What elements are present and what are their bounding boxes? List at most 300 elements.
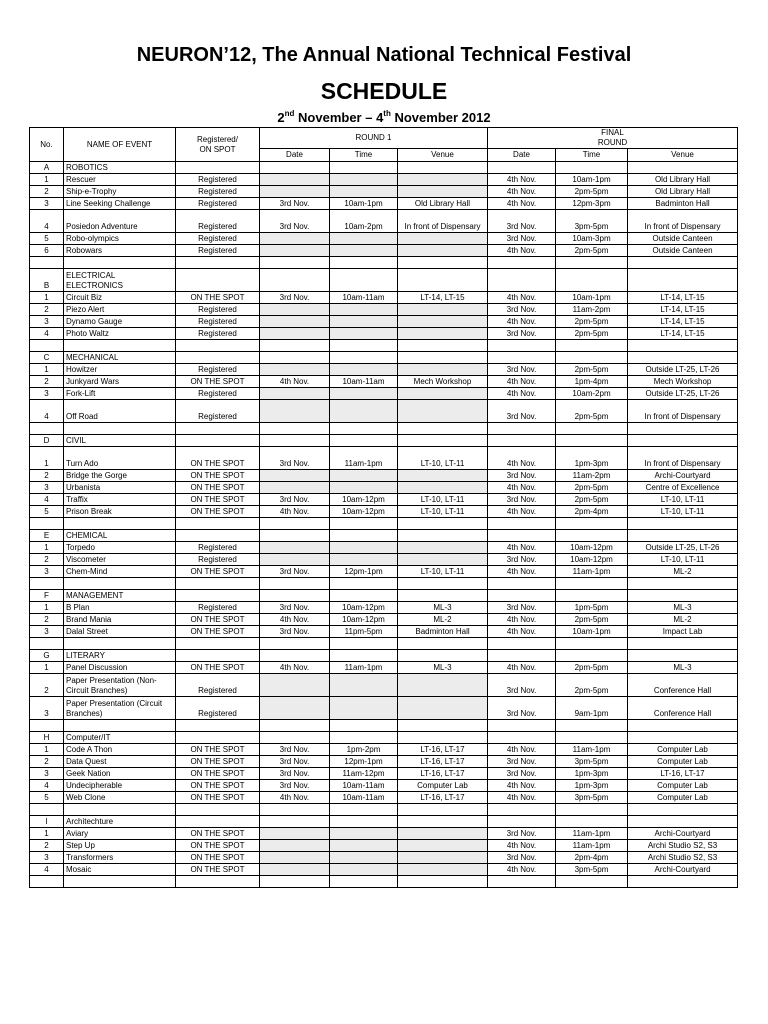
final-venue: Outside LT-25, LT-26: [628, 364, 738, 376]
empty-cell: [176, 530, 260, 542]
schedule-heading: SCHEDULE: [320, 78, 448, 104]
final-time: 10am-1pm: [556, 626, 628, 638]
event-number: 2: [30, 756, 64, 768]
empty-cell: [64, 804, 176, 816]
event-name: Data Quest: [64, 756, 176, 768]
final-date: 4th Nov.: [488, 245, 556, 257]
round1-time: [330, 674, 398, 697]
final-venue: Conference Hall: [628, 674, 738, 697]
round1-venue: [398, 470, 488, 482]
empty-cell: [330, 257, 398, 269]
event-name: Fork-Lift: [64, 388, 176, 400]
empty-cell: [556, 732, 628, 744]
document-title: NEURON’12, The Annual National Technical Festival: [136, 44, 632, 66]
event-name: Photo Waltz: [64, 328, 176, 340]
empty-cell: [176, 518, 260, 530]
event-name: Paper Presentation (Circuit Branches): [64, 697, 176, 720]
registration-type: ON THE SPOT: [176, 494, 260, 506]
empty-cell: [330, 650, 398, 662]
event-row: [30, 852, 738, 864]
col-event-header: NAME OF EVENT: [64, 128, 176, 162]
event-name: Junkyard Wars: [64, 376, 176, 388]
round1-time: 12pm-1pm: [330, 566, 398, 578]
final-time: 2pm-5pm: [556, 316, 628, 328]
empty-cell: [330, 162, 398, 174]
final-date: 4th Nov.: [488, 566, 556, 578]
round1-venue: LT-10, LT-11: [398, 566, 488, 578]
event-number: 1: [30, 174, 64, 186]
final-venue: ML-3: [628, 662, 738, 674]
final-venue: Old Library Hall: [628, 174, 738, 186]
event-number: 3: [30, 768, 64, 780]
empty-cell: [64, 876, 176, 888]
round1-time: 11am-1pm: [330, 662, 398, 674]
empty-cell: [488, 590, 556, 602]
final-date: 3rd Nov.: [488, 554, 556, 566]
empty-cell: [488, 876, 556, 888]
registration-type: Registered: [176, 388, 260, 400]
empty-cell: [398, 876, 488, 888]
round1-venue: [398, 388, 488, 400]
empty-cell: [488, 530, 556, 542]
event-name: Turn Ado: [64, 447, 176, 470]
round1-venue: [398, 304, 488, 316]
empty-cell: [64, 518, 176, 530]
round1-date: 3rd Nov.: [260, 744, 330, 756]
empty-cell: [330, 720, 398, 732]
empty-cell: [398, 352, 488, 364]
round1-venue: LT-16, LT-17: [398, 768, 488, 780]
round1-venue: LT-16, LT-17: [398, 756, 488, 768]
empty-cell: [330, 804, 398, 816]
event-number: 3: [30, 482, 64, 494]
final-venue: Computer Lab: [628, 744, 738, 756]
event-name: Piezo Alert: [64, 304, 176, 316]
event-number: 5: [30, 506, 64, 518]
round1-venue: [398, 328, 488, 340]
empty-cell: [398, 732, 488, 744]
category-row: [30, 435, 738, 447]
round1-venue: [398, 233, 488, 245]
final-venue: Archi-Courtyard: [628, 470, 738, 482]
registration-type: ON THE SPOT: [176, 864, 260, 876]
empty-cell: [330, 732, 398, 744]
round1-date: 3rd Nov.: [260, 447, 330, 470]
empty-cell: [176, 435, 260, 447]
empty-cell: [398, 530, 488, 542]
event-row: [30, 174, 738, 186]
final-time: 11am-1pm: [556, 744, 628, 756]
final-date: 4th Nov.: [488, 376, 556, 388]
final-time: 2pm-5pm: [556, 674, 628, 697]
round1-date: [260, 482, 330, 494]
round1-venue: [398, 674, 488, 697]
round1-time: 10am-12pm: [330, 494, 398, 506]
event-row: [30, 186, 738, 198]
final-time: 3pm-5pm: [556, 864, 628, 876]
registration-type: ON THE SPOT: [176, 756, 260, 768]
round1-venue: Badminton Hall: [398, 626, 488, 638]
event-name: Ship-e-Trophy: [64, 186, 176, 198]
round1-time: [330, 864, 398, 876]
empty-cell: [330, 638, 398, 650]
final-time: 1pm-5pm: [556, 602, 628, 614]
registration-type: Registered: [176, 210, 260, 233]
event-row: [30, 292, 738, 304]
category-letter: I: [30, 816, 64, 828]
registration-type: ON THE SPOT: [176, 566, 260, 578]
round1-venue: In front of Dispensary: [398, 210, 488, 233]
event-row: [30, 494, 738, 506]
final-time: 1pm-3pm: [556, 447, 628, 470]
round1-time: [330, 233, 398, 245]
empty-cell: [628, 518, 738, 530]
empty-cell: [260, 269, 330, 292]
final-date: 3rd Nov.: [488, 364, 556, 376]
empty-cell: [64, 423, 176, 435]
final-date: 3rd Nov.: [488, 304, 556, 316]
round1-date: [260, 400, 330, 423]
event-number: 2: [30, 840, 64, 852]
round1-date: 4th Nov.: [260, 614, 330, 626]
registration-type: Registered: [176, 554, 260, 566]
final-time: 2pm-5pm: [556, 328, 628, 340]
round1-date: [260, 233, 330, 245]
empty-cell: [260, 340, 330, 352]
final-venue: Computer Lab: [628, 792, 738, 804]
final-venue: LT-14, LT-15: [628, 304, 738, 316]
final-time: 3pm-5pm: [556, 210, 628, 233]
category-row: [30, 650, 738, 662]
empty-cell: [556, 518, 628, 530]
event-name: Dalal Street: [64, 626, 176, 638]
final-date: 4th Nov.: [488, 662, 556, 674]
event-name: Paper Presentation (Non-Circuit Branches): [64, 674, 176, 697]
final-venue: Archi Studio S2, S3: [628, 852, 738, 864]
round1-time: [330, 482, 398, 494]
round1-date: [260, 674, 330, 697]
event-row: [30, 376, 738, 388]
event-name: Brand Mania: [64, 614, 176, 626]
round1-time: [330, 316, 398, 328]
category-row: [30, 590, 738, 602]
event-number: 4: [30, 328, 64, 340]
empty-cell: [628, 804, 738, 816]
event-name: Step Up: [64, 840, 176, 852]
round1-date: [260, 364, 330, 376]
round1-time: 10am-2pm: [330, 210, 398, 233]
empty-cell: [330, 352, 398, 364]
event-name: Line Seeking Challenge: [64, 198, 176, 210]
empty-cell: [176, 423, 260, 435]
empty-cell: [176, 638, 260, 650]
empty-cell: [260, 650, 330, 662]
final-date: 4th Nov.: [488, 864, 556, 876]
final-time: 12pm-3pm: [556, 198, 628, 210]
event-name: Torpedo: [64, 542, 176, 554]
final-date: 4th Nov.: [488, 482, 556, 494]
category-letter: F: [30, 590, 64, 602]
empty-cell: [488, 435, 556, 447]
event-row: [30, 506, 738, 518]
category-name: CHEMICAL: [64, 530, 176, 542]
event-row: [30, 792, 738, 804]
empty-cell: [488, 257, 556, 269]
col-registration-header: Registered/ ON SPOT: [176, 128, 260, 162]
empty-cell: [628, 638, 738, 650]
empty-cell: [628, 257, 738, 269]
event-row: [30, 614, 738, 626]
final-date: 4th Nov.: [488, 186, 556, 198]
event-name: Code A Thon: [64, 744, 176, 756]
empty-cell: [628, 578, 738, 590]
registration-type: ON THE SPOT: [176, 376, 260, 388]
empty-cell: [260, 732, 330, 744]
round1-time: 12pm-1pm: [330, 756, 398, 768]
empty-cell: [628, 352, 738, 364]
event-row: [30, 662, 738, 674]
round1-venue: [398, 864, 488, 876]
round1-time: [330, 364, 398, 376]
event-number: 3: [30, 566, 64, 578]
final-venue-header: Venue: [628, 149, 738, 162]
round1-time: [330, 245, 398, 257]
registration-type: Registered: [176, 304, 260, 316]
round1-date: [260, 697, 330, 720]
round1-time: 11am-12pm: [330, 768, 398, 780]
registration-type: ON THE SPOT: [176, 292, 260, 304]
empty-cell: [260, 816, 330, 828]
event-row: [30, 554, 738, 566]
empty-cell: [398, 518, 488, 530]
event-name: Dynamo Gauge: [64, 316, 176, 328]
event-row: [30, 198, 738, 210]
round1-date: [260, 304, 330, 316]
empty-cell: [260, 530, 330, 542]
event-number: 3: [30, 198, 64, 210]
event-number: 3: [30, 626, 64, 638]
final-date: 3rd Nov.: [488, 828, 556, 840]
registration-type: Registered: [176, 316, 260, 328]
event-number: 4: [30, 210, 64, 233]
round1-date: 3rd Nov.: [260, 768, 330, 780]
final-time: 1pm-4pm: [556, 376, 628, 388]
final-time: 10am-1pm: [556, 174, 628, 186]
registration-type: Registered: [176, 400, 260, 423]
event-row: [30, 316, 738, 328]
event-name: Web Clone: [64, 792, 176, 804]
spacer-row: [30, 423, 738, 435]
empty-cell: [556, 578, 628, 590]
round1-date: [260, 542, 330, 554]
empty-cell: [30, 257, 64, 269]
round1-date: 4th Nov.: [260, 792, 330, 804]
event-row: [30, 626, 738, 638]
round1-date: [260, 828, 330, 840]
final-date: 4th Nov.: [488, 198, 556, 210]
event-name: Geek Nation: [64, 768, 176, 780]
registration-type: Registered: [176, 198, 260, 210]
registration-type: Registered: [176, 186, 260, 198]
category-name: Computer/IT: [64, 732, 176, 744]
spacer-row: [30, 257, 738, 269]
round1-time: 1pm-2pm: [330, 744, 398, 756]
empty-cell: [556, 435, 628, 447]
round1-date: 3rd Nov.: [260, 626, 330, 638]
final-venue: Archi-Courtyard: [628, 864, 738, 876]
round1-venue: [398, 364, 488, 376]
final-time: 11am-1pm: [556, 566, 628, 578]
registration-type: ON THE SPOT: [176, 662, 260, 674]
empty-cell: [176, 804, 260, 816]
final-time: 2pm-5pm: [556, 245, 628, 257]
event-row: [30, 674, 738, 697]
final-time: 11am-2pm: [556, 470, 628, 482]
final-time: 1pm-3pm: [556, 768, 628, 780]
empty-cell: [556, 162, 628, 174]
empty-cell: [176, 257, 260, 269]
final-time: 10am-3pm: [556, 233, 628, 245]
round1-venue: [398, 542, 488, 554]
event-name: Posiedon Adventure: [64, 210, 176, 233]
empty-cell: [330, 590, 398, 602]
final-venue: Outside LT-25, LT-26: [628, 388, 738, 400]
final-time: 2pm-4pm: [556, 506, 628, 518]
empty-cell: [64, 720, 176, 732]
event-row: [30, 245, 738, 257]
empty-cell: [398, 340, 488, 352]
empty-cell: [398, 257, 488, 269]
event-name: Circuit Biz: [64, 292, 176, 304]
category-row: [30, 816, 738, 828]
round1-venue: Old Library Hall: [398, 198, 488, 210]
empty-cell: [64, 340, 176, 352]
empty-cell: [398, 720, 488, 732]
round1-date: [260, 852, 330, 864]
category-letter: E: [30, 530, 64, 542]
schedule-table: [29, 127, 738, 888]
empty-cell: [488, 578, 556, 590]
empty-cell: [628, 876, 738, 888]
registration-type: ON THE SPOT: [176, 792, 260, 804]
empty-cell: [628, 816, 738, 828]
round1-time: [330, 542, 398, 554]
round1-venue: ML-3: [398, 662, 488, 674]
event-row: [30, 756, 738, 768]
empty-cell: [556, 269, 628, 292]
empty-cell: [398, 162, 488, 174]
final-venue: Outside Canteen: [628, 245, 738, 257]
event-row: [30, 840, 738, 852]
event-row: [30, 364, 738, 376]
registration-type: Registered: [176, 697, 260, 720]
round1-venue: LT-14, LT-15: [398, 292, 488, 304]
empty-cell: [176, 352, 260, 364]
empty-cell: [330, 876, 398, 888]
round1-date: [260, 840, 330, 852]
round1-venue: [398, 482, 488, 494]
final-venue: ML-2: [628, 614, 738, 626]
final-date: 3rd Nov.: [488, 674, 556, 697]
round1-time: [330, 852, 398, 864]
event-name: Bridge the Gorge: [64, 470, 176, 482]
round1-time: [330, 828, 398, 840]
category-row: [30, 269, 738, 292]
registration-type: ON THE SPOT: [176, 828, 260, 840]
empty-cell: [176, 340, 260, 352]
event-number: 2: [30, 376, 64, 388]
empty-cell: [64, 257, 176, 269]
spacer-row: [30, 720, 738, 732]
empty-cell: [176, 269, 260, 292]
empty-cell: [556, 720, 628, 732]
final-time: 10am-2pm: [556, 388, 628, 400]
final-venue: Conference Hall: [628, 697, 738, 720]
event-number: 4: [30, 780, 64, 792]
final-time: 2pm-5pm: [556, 400, 628, 423]
empty-cell: [398, 816, 488, 828]
empty-cell: [488, 423, 556, 435]
event-name: Prison Break: [64, 506, 176, 518]
round1-venue: [398, 840, 488, 852]
final-date: 3rd Nov.: [488, 470, 556, 482]
round1-date: 3rd Nov.: [260, 602, 330, 614]
registration-type: ON THE SPOT: [176, 840, 260, 852]
empty-cell: [488, 804, 556, 816]
empty-cell: [628, 590, 738, 602]
round1-time: 11am-1pm: [330, 447, 398, 470]
event-row: [30, 304, 738, 316]
round1-date: 3rd Nov.: [260, 210, 330, 233]
round1-venue: ML-3: [398, 602, 488, 614]
empty-cell: [330, 578, 398, 590]
empty-cell: [260, 590, 330, 602]
final-date: 4th Nov.: [488, 744, 556, 756]
event-number: 1: [30, 602, 64, 614]
final-venue: LT-16, LT-17: [628, 768, 738, 780]
final-date: 4th Nov.: [488, 780, 556, 792]
empty-cell: [488, 650, 556, 662]
round1-date: 3rd Nov.: [260, 566, 330, 578]
event-number: 3: [30, 388, 64, 400]
final-venue: Impact Lab: [628, 626, 738, 638]
final-date: 3rd Nov.: [488, 494, 556, 506]
final-venue: LT-14, LT-15: [628, 328, 738, 340]
round1-date: 3rd Nov.: [260, 198, 330, 210]
final-time: 2pm-4pm: [556, 852, 628, 864]
empty-cell: [398, 435, 488, 447]
empty-cell: [30, 423, 64, 435]
registration-type: ON THE SPOT: [176, 482, 260, 494]
event-row: [30, 828, 738, 840]
event-name: Undecipherable: [64, 780, 176, 792]
empty-cell: [556, 340, 628, 352]
empty-cell: [398, 650, 488, 662]
round1-time: [330, 470, 398, 482]
empty-cell: [260, 257, 330, 269]
empty-cell: [260, 435, 330, 447]
event-row: [30, 697, 738, 720]
empty-cell: [30, 578, 64, 590]
empty-cell: [488, 269, 556, 292]
event-number: 2: [30, 186, 64, 198]
event-number: 2: [30, 614, 64, 626]
event-number: 1: [30, 292, 64, 304]
round1-header: ROUND 1: [260, 128, 488, 149]
final-venue: Outside Canteen: [628, 233, 738, 245]
empty-cell: [330, 816, 398, 828]
category-letter: D: [30, 435, 64, 447]
